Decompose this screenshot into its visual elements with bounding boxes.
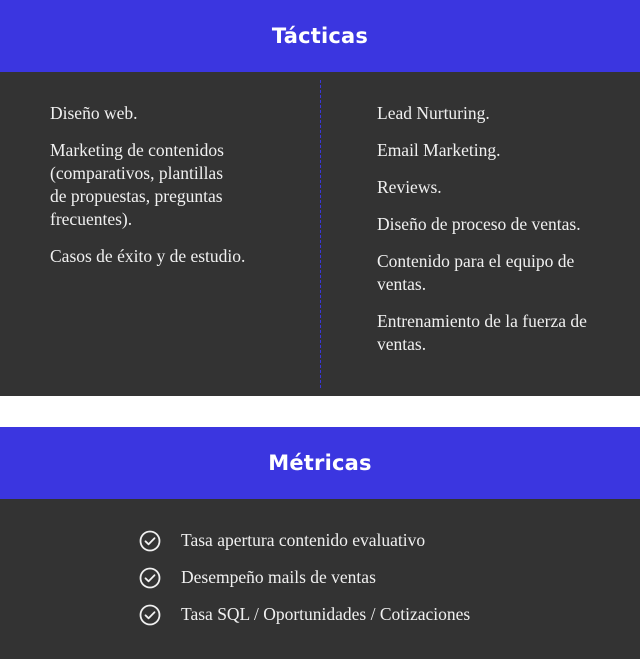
metric-item <box>139 566 470 589</box>
metric-item <box>139 603 470 626</box>
metric-label: Desempeño mails de ventas <box>181 567 376 587</box>
metricas-panel <box>0 499 640 659</box>
metric-item <box>139 529 470 552</box>
list-item: Reviews. <box>377 177 442 197</box>
list-item: Contenido para el equipo de ventas. <box>377 251 575 294</box>
metricas-list <box>139 529 470 640</box>
list-item: Email Marketing. <box>377 140 501 160</box>
tacticas-right-list <box>377 102 617 370</box>
tacticas-left-list <box>50 102 290 282</box>
list-item: Marketing de contenidos (comparativos, plantillas de propuestas, preguntas frecuentes). <box>50 140 224 229</box>
metricas-header <box>0 427 640 499</box>
tacticas-panel <box>0 72 640 396</box>
tacticas-title: Tácticas <box>271 24 369 48</box>
list-item: Diseño web. <box>50 103 138 123</box>
check-circle-icon <box>139 567 161 589</box>
column-divider <box>320 80 321 388</box>
list-item: Entrenamiento de la fuerza de ventas. <box>377 311 587 354</box>
list-item: Casos de éxito y de estudio. <box>50 246 246 266</box>
metricas-title: Métricas <box>268 451 372 475</box>
metric-label: Tasa apertura contenido evaluativo <box>181 530 426 550</box>
tacticas-header <box>0 0 640 72</box>
list-item: Diseño de proceso de ventas. <box>377 214 581 234</box>
check-circle-icon <box>139 530 161 552</box>
section-gap <box>0 396 640 427</box>
metric-label: Tasa SQL / Oportunidades / Cotizaciones <box>181 604 471 624</box>
check-circle-icon <box>139 604 161 626</box>
list-item: Lead Nurturing. <box>377 103 490 123</box>
